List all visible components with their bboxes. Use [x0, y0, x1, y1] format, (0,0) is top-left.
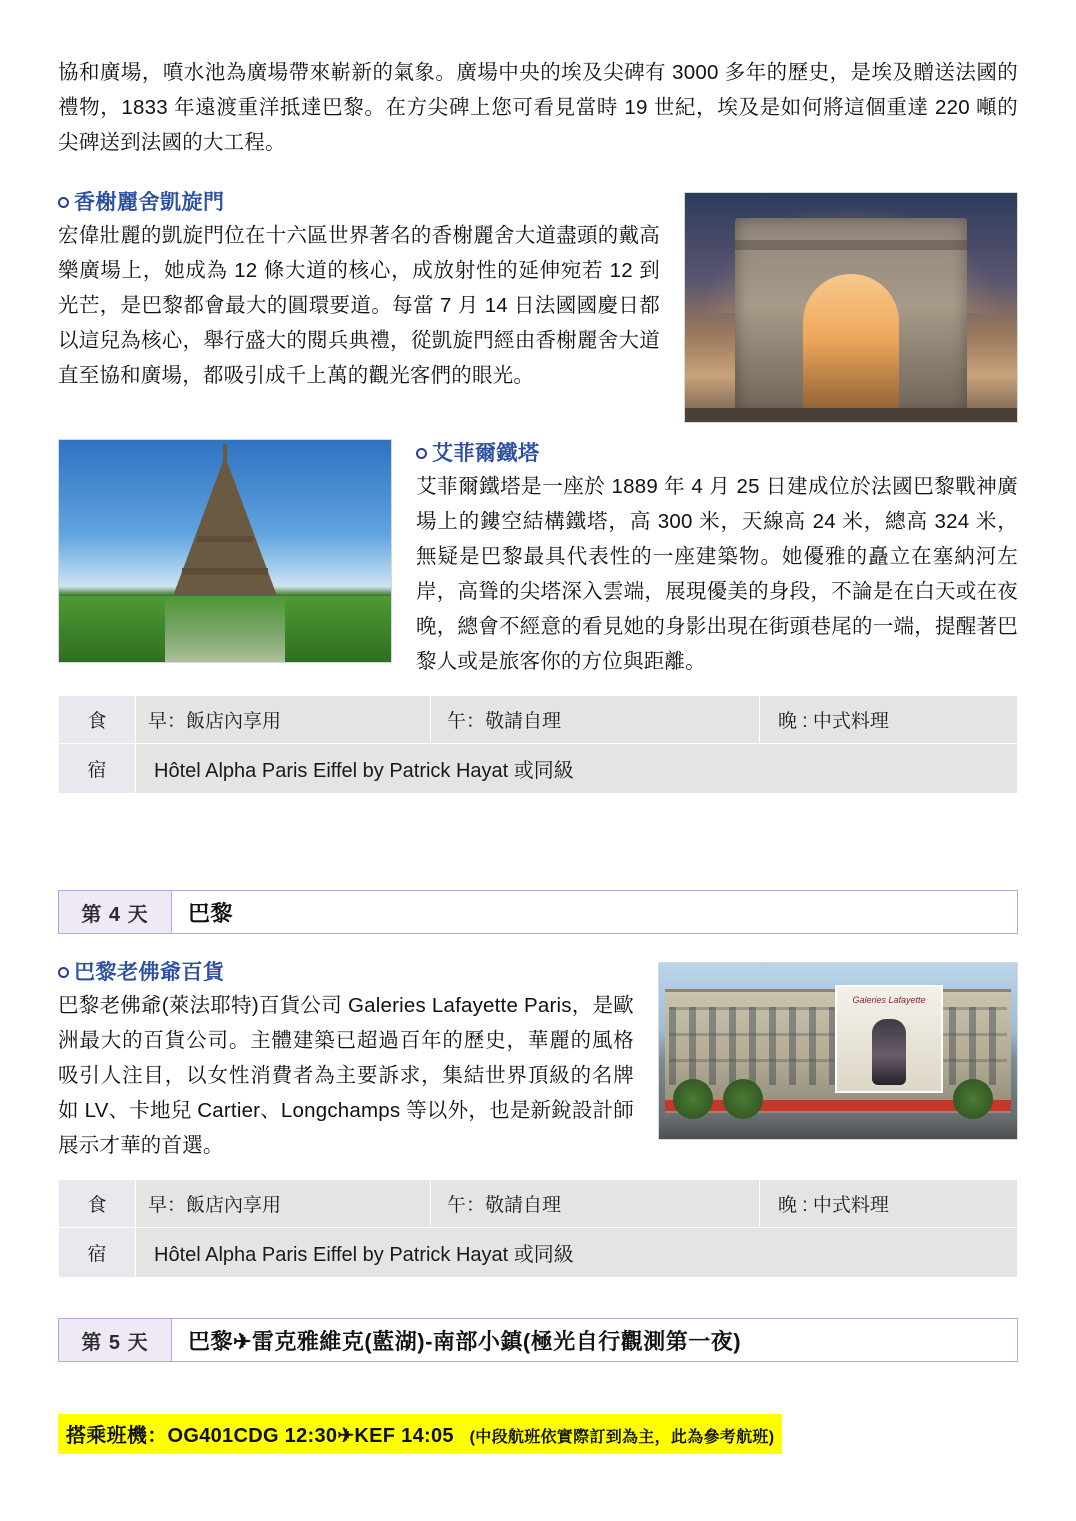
breakfast-cell: 早：飯店內享用 [136, 696, 431, 744]
hotel-label: 宿 [59, 1228, 136, 1278]
meal-label: 食 [59, 1180, 136, 1228]
day-banner-5 [58, 1318, 1018, 1362]
meal-hotel-table [58, 1179, 1018, 1278]
arc-monument-shape [735, 218, 967, 414]
street-tree [953, 1079, 993, 1119]
galeries-lafayette-photo [658, 962, 1018, 1140]
lafayette-banner-figure [872, 1019, 906, 1085]
eiffel-tower-photo [58, 439, 392, 663]
day-title: 巴黎 [188, 900, 234, 926]
street-tree [673, 1079, 713, 1119]
section-body-arc: 宏偉壯麗的凱旋門位在十六區世界著名的香榭麗舍大道盡頭的戴高樂廣場上，她成為 12 條大道的核心，成放射性的延伸宛若 12 到光芒，是巴黎都會最大的圓環要道。每當 7 月 14 日法國國慶日都以這兒為核心，舉行盛大的閱兵典禮，從凱旋門經由香榭麗舍大道直至協和廣場，都吸引成千上萬的觀光客們的眼光。 [58, 224, 660, 387]
lunch-cell: 午：敬請自理 [431, 1180, 760, 1228]
arc-cornice [735, 240, 967, 250]
table-row [59, 1228, 1018, 1278]
arc-ground [685, 408, 1017, 422]
breakfast-cell: 早：飯店內享用 [136, 1180, 431, 1228]
section-heading-arc [58, 186, 660, 216]
section-title: 香榭麗舍凱旋門 [74, 191, 225, 214]
dinner-cell: 晚 : 中式料理 [760, 696, 1018, 744]
intro-paragraph: 協和廣場，噴水池為廣場帶來嶄新的氣象。廣場中央的埃及尖碑有 3000 多年的歷史，是埃及贈送法國的禮物，1833 年遠渡重洋抵達巴黎。在方尖碑上您可看見當時 19 世紀，埃及是如何將這個重達 220 噸的尖碑送到法國的大工程。 [58, 61, 1018, 154]
flight-text: 搭乘班機：OG401CDG 12:30✈KEF 14:05 [66, 1425, 454, 1447]
day-number: 第 4 天 [59, 891, 172, 933]
lafayette-sign-text: Galeries Lafayette [852, 995, 926, 1005]
section-title: 巴黎老佛爺百貨 [74, 961, 225, 984]
section-body-lafayette: 巴黎老佛爺(萊法耶特)百貨公司 Galeries Lafayette Paris，是歐洲最大的百貨公司。主體建築已超過百年的歷史，華麗的風格吸引人注目，以女性消費者為主要訴求，集結世界頂級的名牌如 LV、卡地兒 Cartier、Longchamps 等以外，也是新銳設計師展示才華的首選。 [58, 994, 634, 1157]
hotel-cell: Hôtel Alpha Paris Eiffel by Patrick Hayat 或同級 [136, 744, 1018, 794]
eiffel-tower-shape [173, 456, 277, 596]
ring-bullet-icon [58, 967, 69, 978]
eiffel-deck-upper [197, 536, 253, 542]
ring-bullet-icon [58, 197, 69, 208]
day-title: 巴黎✈雷克雅維克(藍湖)-南部小鎮(極光自行觀測第一夜) [188, 1328, 742, 1354]
meal-label: 食 [59, 696, 136, 744]
eiffel-deck-lower [182, 568, 268, 575]
section-body-eiffel: 艾菲爾鐵塔是一座於 1889 年 4 月 25 日建成位於法國巴黎戰神廣場上的鏤空結構鐵塔，高 300 米，天線高 24 米，總高 324 米，無疑是巴黎最具代表性的一座建築物。她優雅的矗立在塞納河左岸，高聳的尖塔深入雲端，展現優美的身段，不論是在白天或在夜晚，總會不經意的看見她的身影出現在街頭巷尾的一端，提醒著巴黎人或是旅客你的方位與距離。 [416, 475, 1018, 673]
day-number: 第 5 天 [59, 1319, 172, 1361]
hotel-label: 宿 [59, 744, 136, 794]
table-row [59, 696, 1018, 744]
lafayette-banner [835, 985, 943, 1093]
dinner-cell: 晚 : 中式料理 [760, 1180, 1018, 1228]
meal-hotel-table [58, 695, 1018, 794]
flight-highlight [58, 1414, 782, 1454]
street-tree [723, 1079, 763, 1119]
table-row [59, 744, 1018, 794]
table-row [59, 1180, 1018, 1228]
ring-bullet-icon [416, 448, 427, 459]
flight-info-row [58, 1384, 1018, 1454]
eiffel-path [165, 596, 285, 662]
section-title: 艾菲爾鐵塔 [432, 442, 540, 465]
arc-archway [803, 274, 899, 414]
day-banner-4 [58, 890, 1018, 934]
arc-de-triomphe-photo [684, 192, 1018, 423]
hotel-cell: Hôtel Alpha Paris Eiffel by Patrick Hayat 或同級 [136, 1228, 1018, 1278]
lunch-cell: 午：敬請自理 [431, 696, 760, 744]
section-heading-eiffel [416, 437, 1018, 467]
section-heading-lafayette [58, 956, 634, 986]
flight-note: (中段航班依實際訂到為主，此為參考航班) [469, 1429, 775, 1446]
